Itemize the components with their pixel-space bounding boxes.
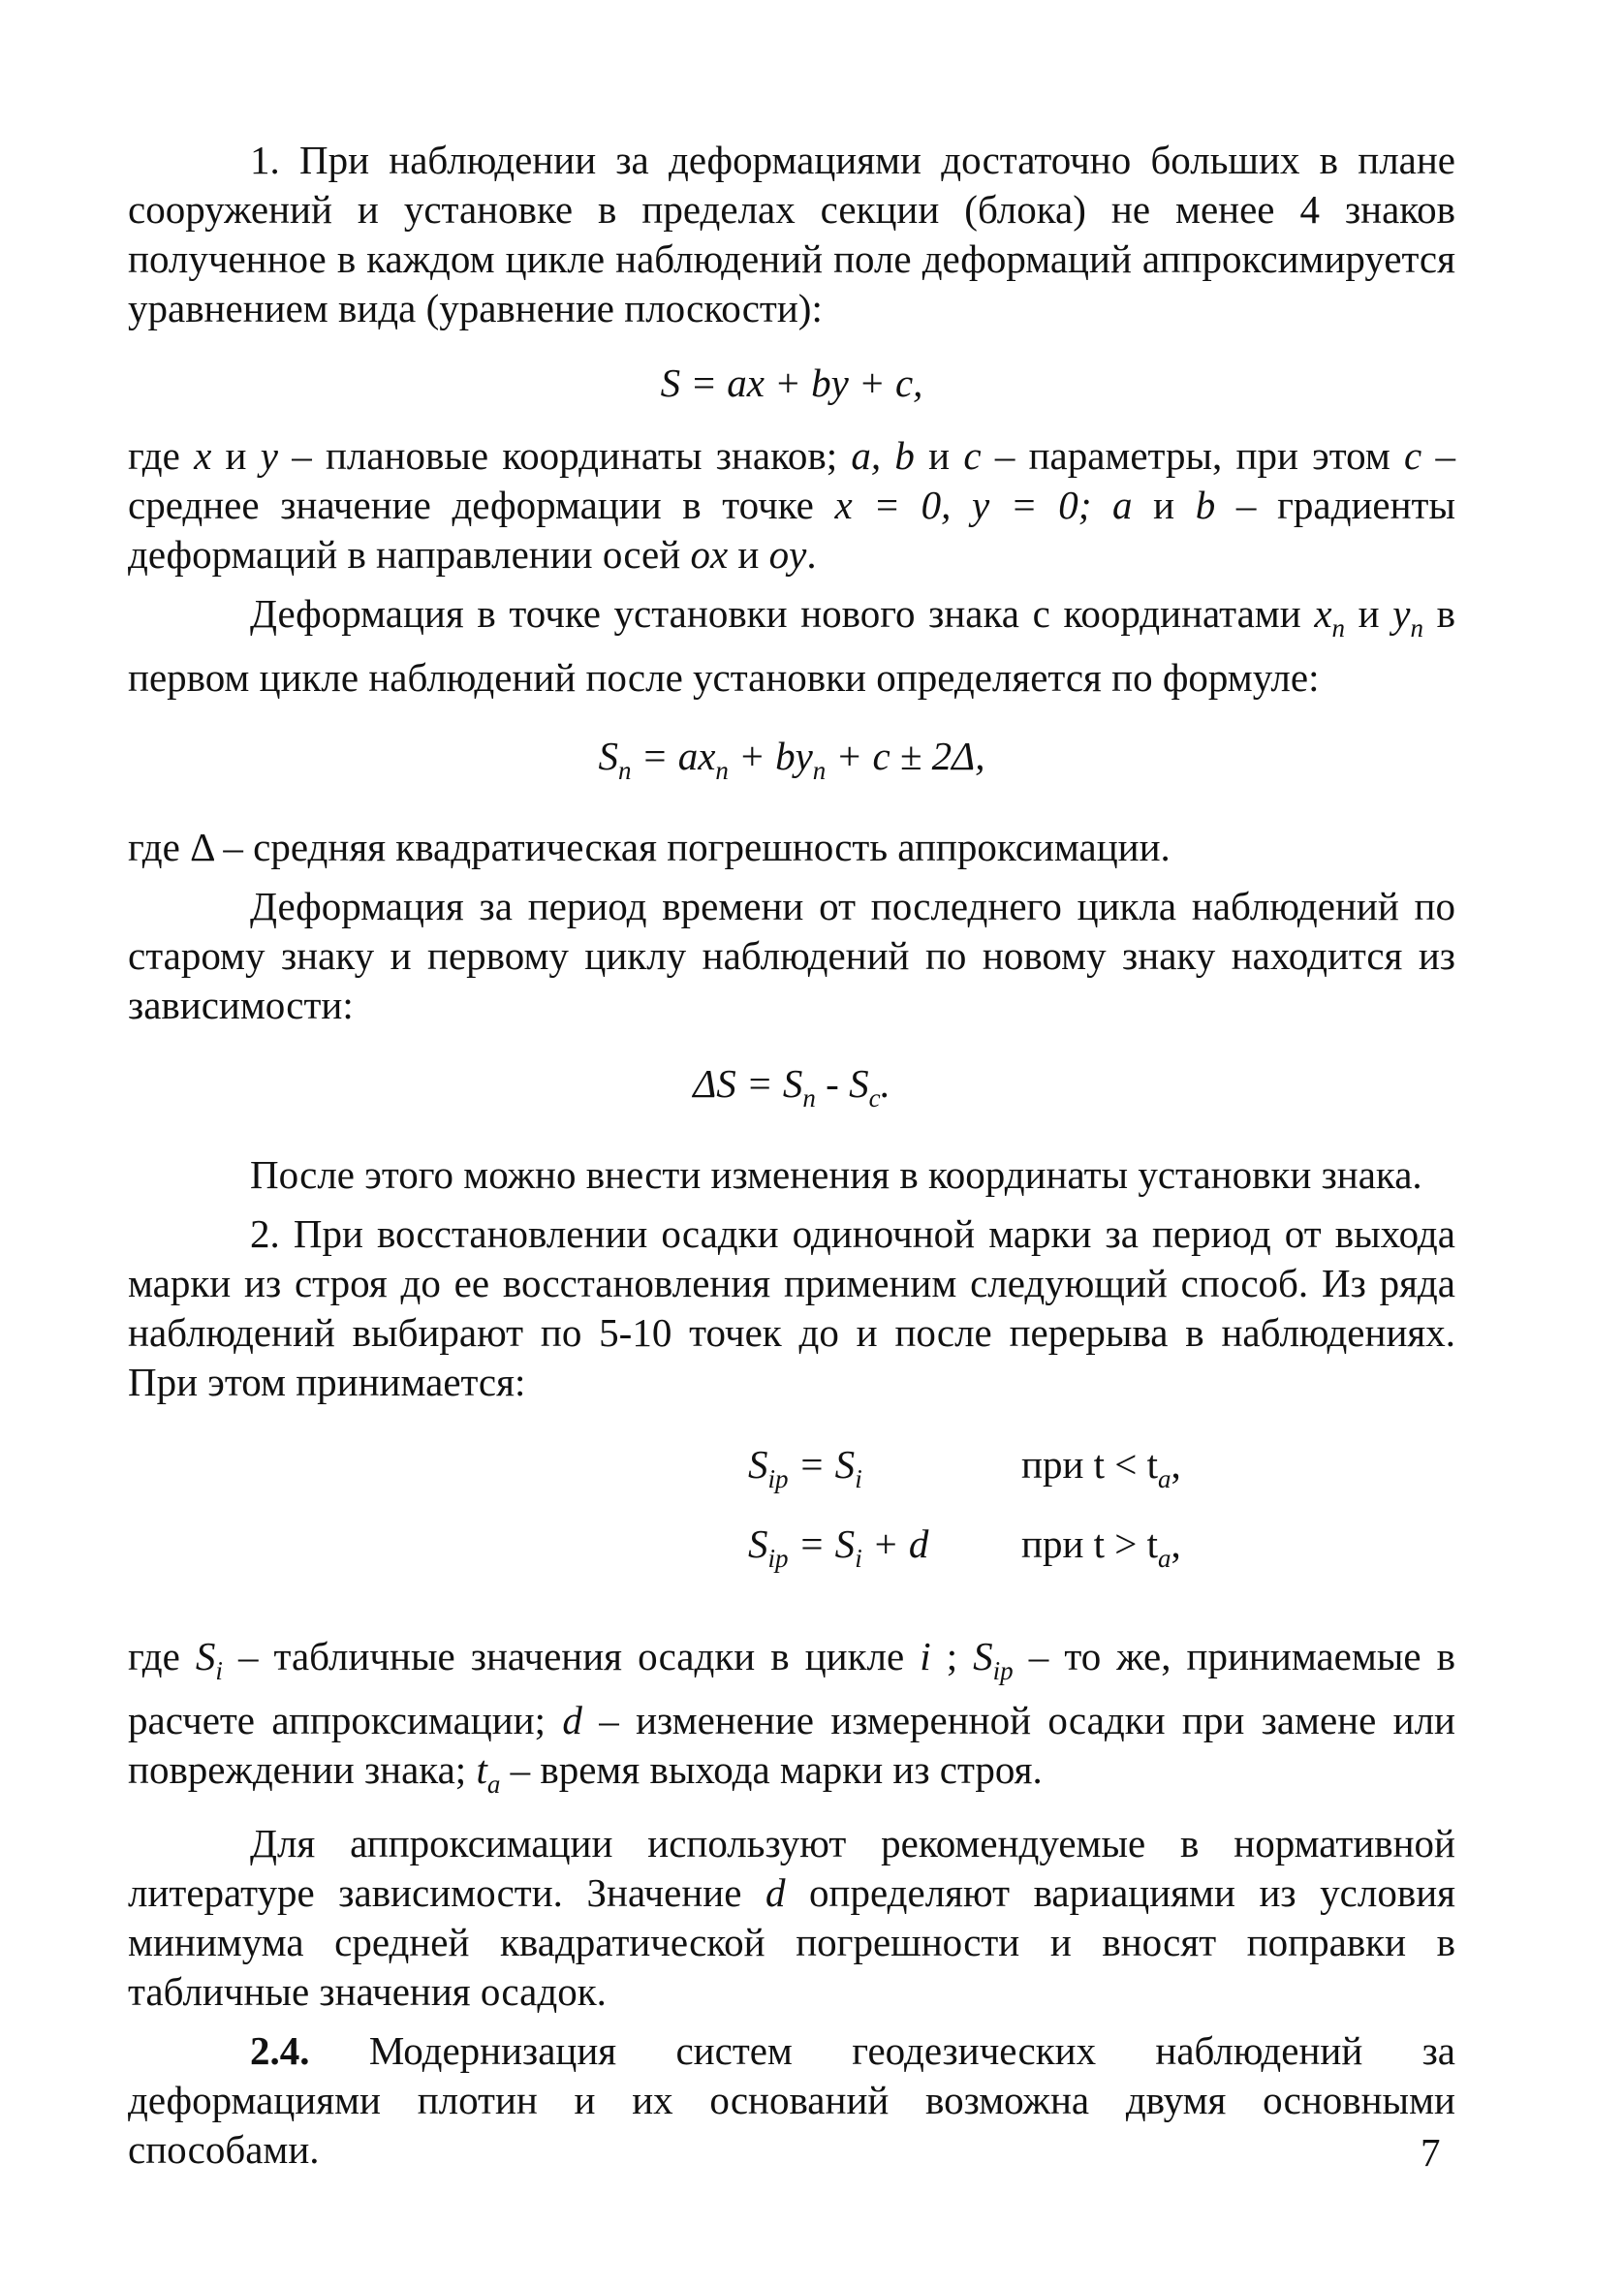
equation-cases bbox=[128, 1427, 1455, 1611]
paragraph-8: где $S_i$ – табличные значения осадки в цикле i ; $S_{ip}$ – то же, принимаемые в расчете аппроксимации; d – изменение измеренной осадки при замене или повреждении знака; $t_a$ – время выхода марки из строя. bbox=[128, 1634, 1455, 1799]
paragraph-10: 2.4. Модернизация систем геодезических наблюдений за деформациями плотин и их оснований возможна двумя основными способами. bbox=[128, 2028, 1455, 2172]
case-1-lhs: $S_{ip} = S_i$ bbox=[748, 1442, 862, 1493]
paragraph-4: где Δ – средняя квадратическая погрешность аппроксимации. bbox=[128, 825, 1171, 869]
page-body bbox=[128, 136, 1455, 2175]
section-number: 2.4. bbox=[250, 2028, 310, 2073]
paragraph-9: Для аппроксимации используют рекомендуемые в нормативной литературе зависимости. Значение d определяют вариациями из условия минимума средней квадратической погрешности и вносят поправки в табличные значения осадок. bbox=[128, 1821, 1455, 2014]
case-2-lhs: $S_{ip} = S_i + d$ bbox=[748, 1521, 929, 1573]
page-number: 7 bbox=[1421, 2130, 1441, 2175]
case-1-condition: при $t < t_a$, bbox=[1021, 1442, 1181, 1493]
case-2-condition: при $t > t_a$, bbox=[1021, 1521, 1181, 1573]
paragraph-7: 2. При восстановлении осадки одиночной марки за период от выхода марки из строя до ее восстановления применим следующий способ. Из ряда наблюдений выбирают по 5-10 точек до и после перерыва в наблюдениях. При этом принимается: bbox=[128, 1211, 1455, 1404]
paragraph-6: После этого можно внести изменения в координаты установки знака. bbox=[250, 1152, 1422, 1197]
paragraph-5: Деформация за период времени от последнего цикла наблюдений по старому знаку и первому циклу наблюдений по новому знаку находится из зависимости: bbox=[128, 884, 1455, 1027]
equation-delta-s: $\Delta S = S_n - S_c$. bbox=[693, 1061, 890, 1113]
paragraph-2: где x и y – плановые координаты знаков; a, b и c – параметры, при этом c – среднее значение деформации в точке x = 0, y = 0; a и b – градиенты деформаций в направлении осей ox и oy. bbox=[128, 433, 1456, 577]
equation-new-mark: $S_n = ax_n + by_n + c \pm 2\Delta$, bbox=[598, 734, 985, 785]
paragraph-1: 1. При наблюдении за деформациями достаточно больших в плане сооружений и установке в пределах секции (блока) не менее 4 знаков полученное в каждом цикле наблюдений поле деформаций аппроксимируется уравнением вида (уравнение плоскости): bbox=[128, 138, 1455, 330]
paragraph-3: Деформация в точке установки нового знака с координатами $x_n$ и $y_n$ в первом цикле наблюдений после установки определяется по формуле: bbox=[128, 591, 1455, 700]
equation-plane: S = ax + by + c, bbox=[660, 361, 923, 405]
